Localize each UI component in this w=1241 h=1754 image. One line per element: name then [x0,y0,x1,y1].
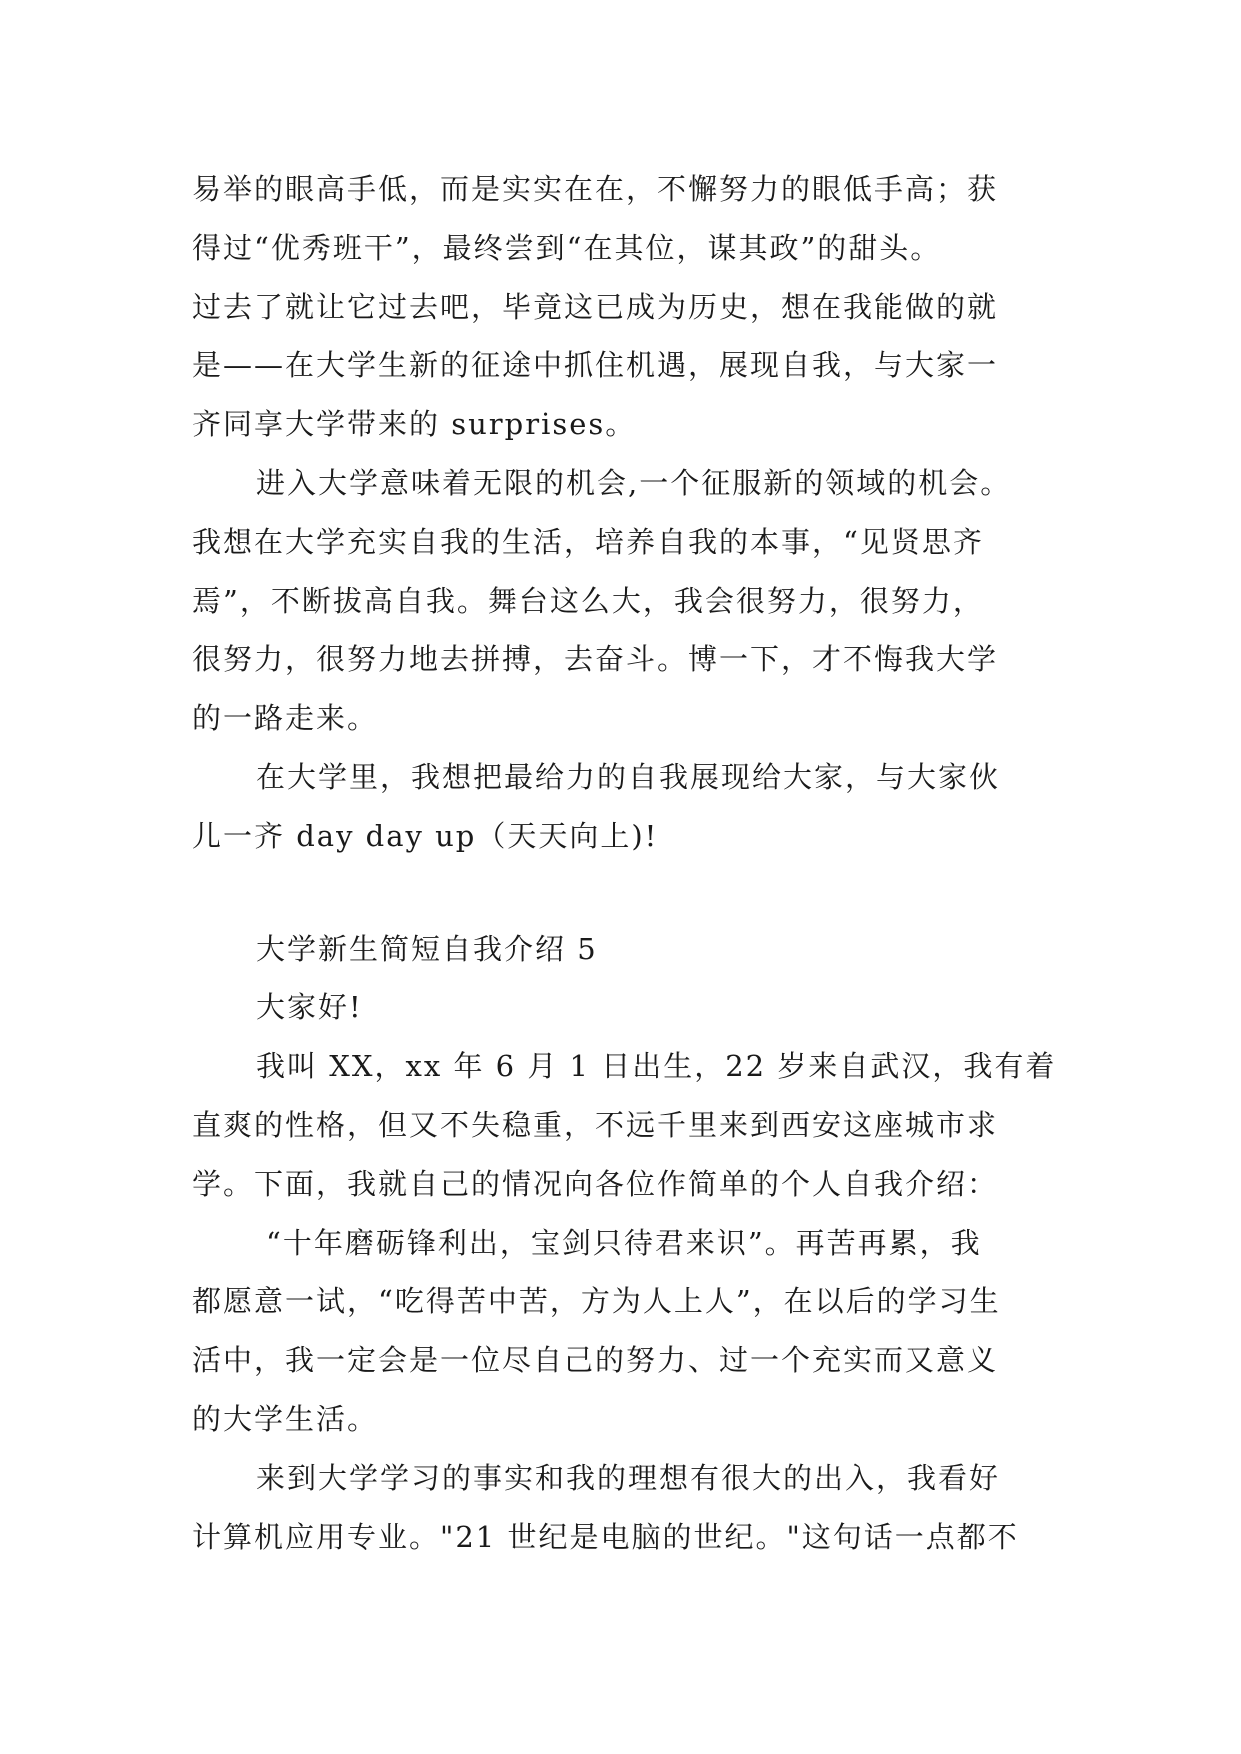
text-line: 很努力，很努力地去拼搏，去奋斗。博一下，才不悔我大学 [192,642,999,677]
paragraph-6 [192,1449,1060,1567]
text-line: 计算机应用专业。"21 世纪是电脑的世纪。"这句话一点都不 [192,1519,1019,1554]
paragraph-1 [192,160,1060,454]
text-line: 的一路走来。 [192,701,379,736]
paragraph-3 [192,748,1060,866]
text-line: 齐同享大学带来的 surprises。 [192,407,637,442]
text-line: 过去了就让它过去吧，毕竟这已成为历史，想在我能做的就 [192,289,999,324]
text-line: 都愿意一试，“吃得苦中苦，方为人上人”，在以后的学习生 [192,1284,1001,1319]
section-title: 大学新生简短自我介绍 5 [256,931,598,966]
paragraph-4 [192,1037,1060,1213]
text-line: 的大学生活。 [192,1401,379,1436]
greeting: 大家好! [256,990,363,1025]
text-line: 来到大学学习的事实和我的理想有很大的出入，我看好 [256,1460,1001,1495]
text-line: 进入大学意味着无限的机会,一个征服新的领域的机会。 [256,465,1012,500]
spacer [192,866,1060,920]
text-line: 直爽的性格，但又不失稳重，不远千里来到西安这座城市求 [192,1107,999,1142]
text-line: 是——在大学生新的征途中抓住机遇，展现自我，与大家一 [192,348,999,383]
text-line: 在大学里，我想把最给力的自我展现给大家，与大家伙 [256,759,1001,794]
text-line: 我想在大学充实自我的生活，培养自我的本事，“见贤思齐 [192,524,984,559]
text-line: “十年磨砺锋利出，宝剑只待君来识”。再苦再累，我 [266,1225,982,1260]
paragraph-5 [192,1214,1060,1449]
text-line: 易举的眼高手低，而是实实在在，不懈努力的眼低手高；获 [192,172,999,206]
text-line: 学。下面，我就自己的情况向各位作简单的个人自我介绍： [192,1166,999,1201]
text-line: 我叫 XX，xx 年 6 月 1 日出生，22 岁来自武汉，我有着 [256,1049,1057,1084]
paragraph-2 [192,454,1060,748]
text-line: 活中，我一定会是一位尽自己的努力、过一个充实而又意义 [192,1343,999,1378]
text-line: 儿一齐 day day up（天天向上)! [192,818,659,853]
document-page [192,160,1060,1566]
text-line: 焉”，不断拔高自我。舞台这么大，我会很努力，很努力， [192,583,984,618]
text-line: 得过“优秀班干”，最终尝到“在其位，谋其政”的甜头。 [192,230,942,265]
